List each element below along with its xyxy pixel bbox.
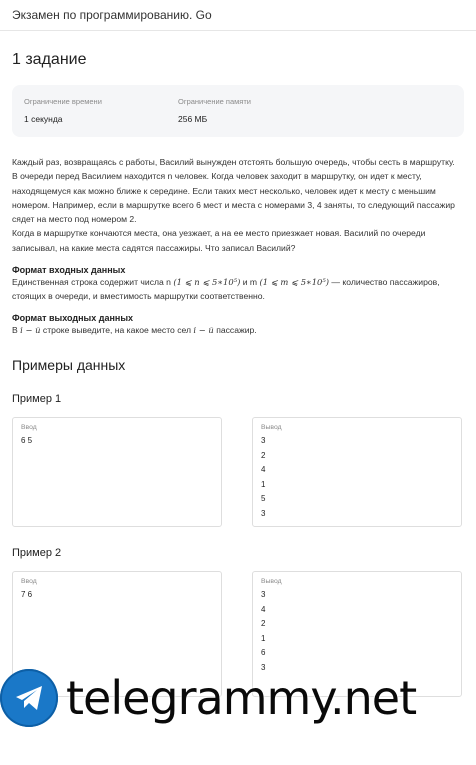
example-title: Пример 2	[12, 547, 62, 560]
input-format-text-part: и m	[240, 277, 260, 288]
output-label: Вывод	[261, 578, 282, 586]
i-th-formula: i − й	[193, 325, 214, 336]
input-format-text-part: — количество пассажиров, стоящих в очереди, и вместимость маршрутки соответственно.	[12, 277, 440, 302]
output-line: 3	[261, 590, 266, 600]
output-format-text-part: строке выведите, на какое место сел	[40, 325, 194, 336]
task-statement	[12, 155, 464, 255]
input-format-text-part: Единственная строка содержит числа n	[12, 277, 174, 288]
output-line: 5	[261, 494, 266, 504]
input-label: Ввод	[21, 578, 37, 586]
output-label: Вывод	[261, 424, 282, 432]
example-input-box[interactable]	[12, 571, 222, 697]
time-limit-value: 1 секунда	[24, 114, 63, 124]
output-line: 4	[261, 604, 266, 614]
input-format-text	[12, 275, 464, 303]
output-line: 3	[261, 662, 266, 672]
exam-title: Экзамен по программированию. Go	[12, 8, 212, 22]
output-line: 3	[261, 436, 266, 446]
i-th-formula: i − й	[20, 325, 41, 336]
output-line: 1	[261, 633, 266, 643]
page-header	[0, 0, 476, 31]
output-line: 2	[261, 619, 266, 629]
watermark-text: telegrammy.net	[66, 671, 417, 725]
example-output-box[interactable]	[252, 417, 462, 527]
output-line: 6	[261, 648, 266, 658]
example-io-row	[12, 417, 462, 527]
output-format-title: Формат выходных данных	[12, 313, 134, 324]
example-title: Пример 1	[12, 393, 62, 406]
limits-panel	[12, 85, 464, 137]
task-title: 1 задание	[12, 51, 87, 68]
m-constraint-formula: (1 ⩽ m ⩽ 5∗10⁵)	[259, 277, 329, 288]
output-line: 3	[261, 508, 266, 518]
output-line: 4	[261, 465, 266, 475]
statement-paragraph: Каждый раз, возвращаясь с работы, Василий вынужден отстоять большую очередь, чтобы сесть в маршрутку.	[12, 157, 455, 167]
memory-limit-value: 256 МБ	[178, 114, 208, 124]
time-limit-label: Ограничение времени	[24, 97, 102, 106]
memory-limit-label: Ограничение памяти	[178, 97, 251, 106]
statement-paragraph: Когда в маршрутке кончаются места, она уезжает, а на ее место приезжает новая. Василий по очереди записывал, на какие места садятся пассажиры. Что записал Василий?	[12, 228, 426, 253]
output-format-text-part: В	[12, 325, 21, 336]
output-line: 2	[261, 450, 266, 460]
n-constraint-formula: (1 ⩽ n ⩽ 5∗10⁵)	[173, 277, 241, 288]
memory-limit	[178, 97, 332, 124]
time-limit	[24, 97, 178, 124]
output-format-text	[12, 323, 464, 337]
examples-title: Примеры данных	[12, 357, 126, 374]
task-content	[0, 51, 476, 697]
statement-paragraph: В очереди перед Василием находится n человек. Когда человек заходит в маршрутку, он идет к месту, находящемуся как можно ближе к середине. Если таких мест несколько, человек идет к месту с меньшим номером. Например, если в маршрутке всего 6 мест и места с номерами 3, 4 заняты, то следующий пассажир сядет на место под номером 2.	[12, 171, 455, 225]
input-format-section	[12, 265, 464, 303]
output-format-section	[12, 313, 464, 337]
input-format-title: Формат входных данных	[12, 265, 126, 276]
input-label: Ввод	[21, 424, 37, 432]
input-line: 7 6	[21, 590, 33, 600]
input-line: 6 5	[21, 436, 33, 446]
example-output-box[interactable]	[252, 571, 462, 697]
example-input-box[interactable]	[12, 417, 222, 527]
example-io-row	[12, 571, 462, 697]
output-line: 1	[261, 479, 266, 489]
output-format-text-part: пассажир.	[213, 325, 257, 336]
